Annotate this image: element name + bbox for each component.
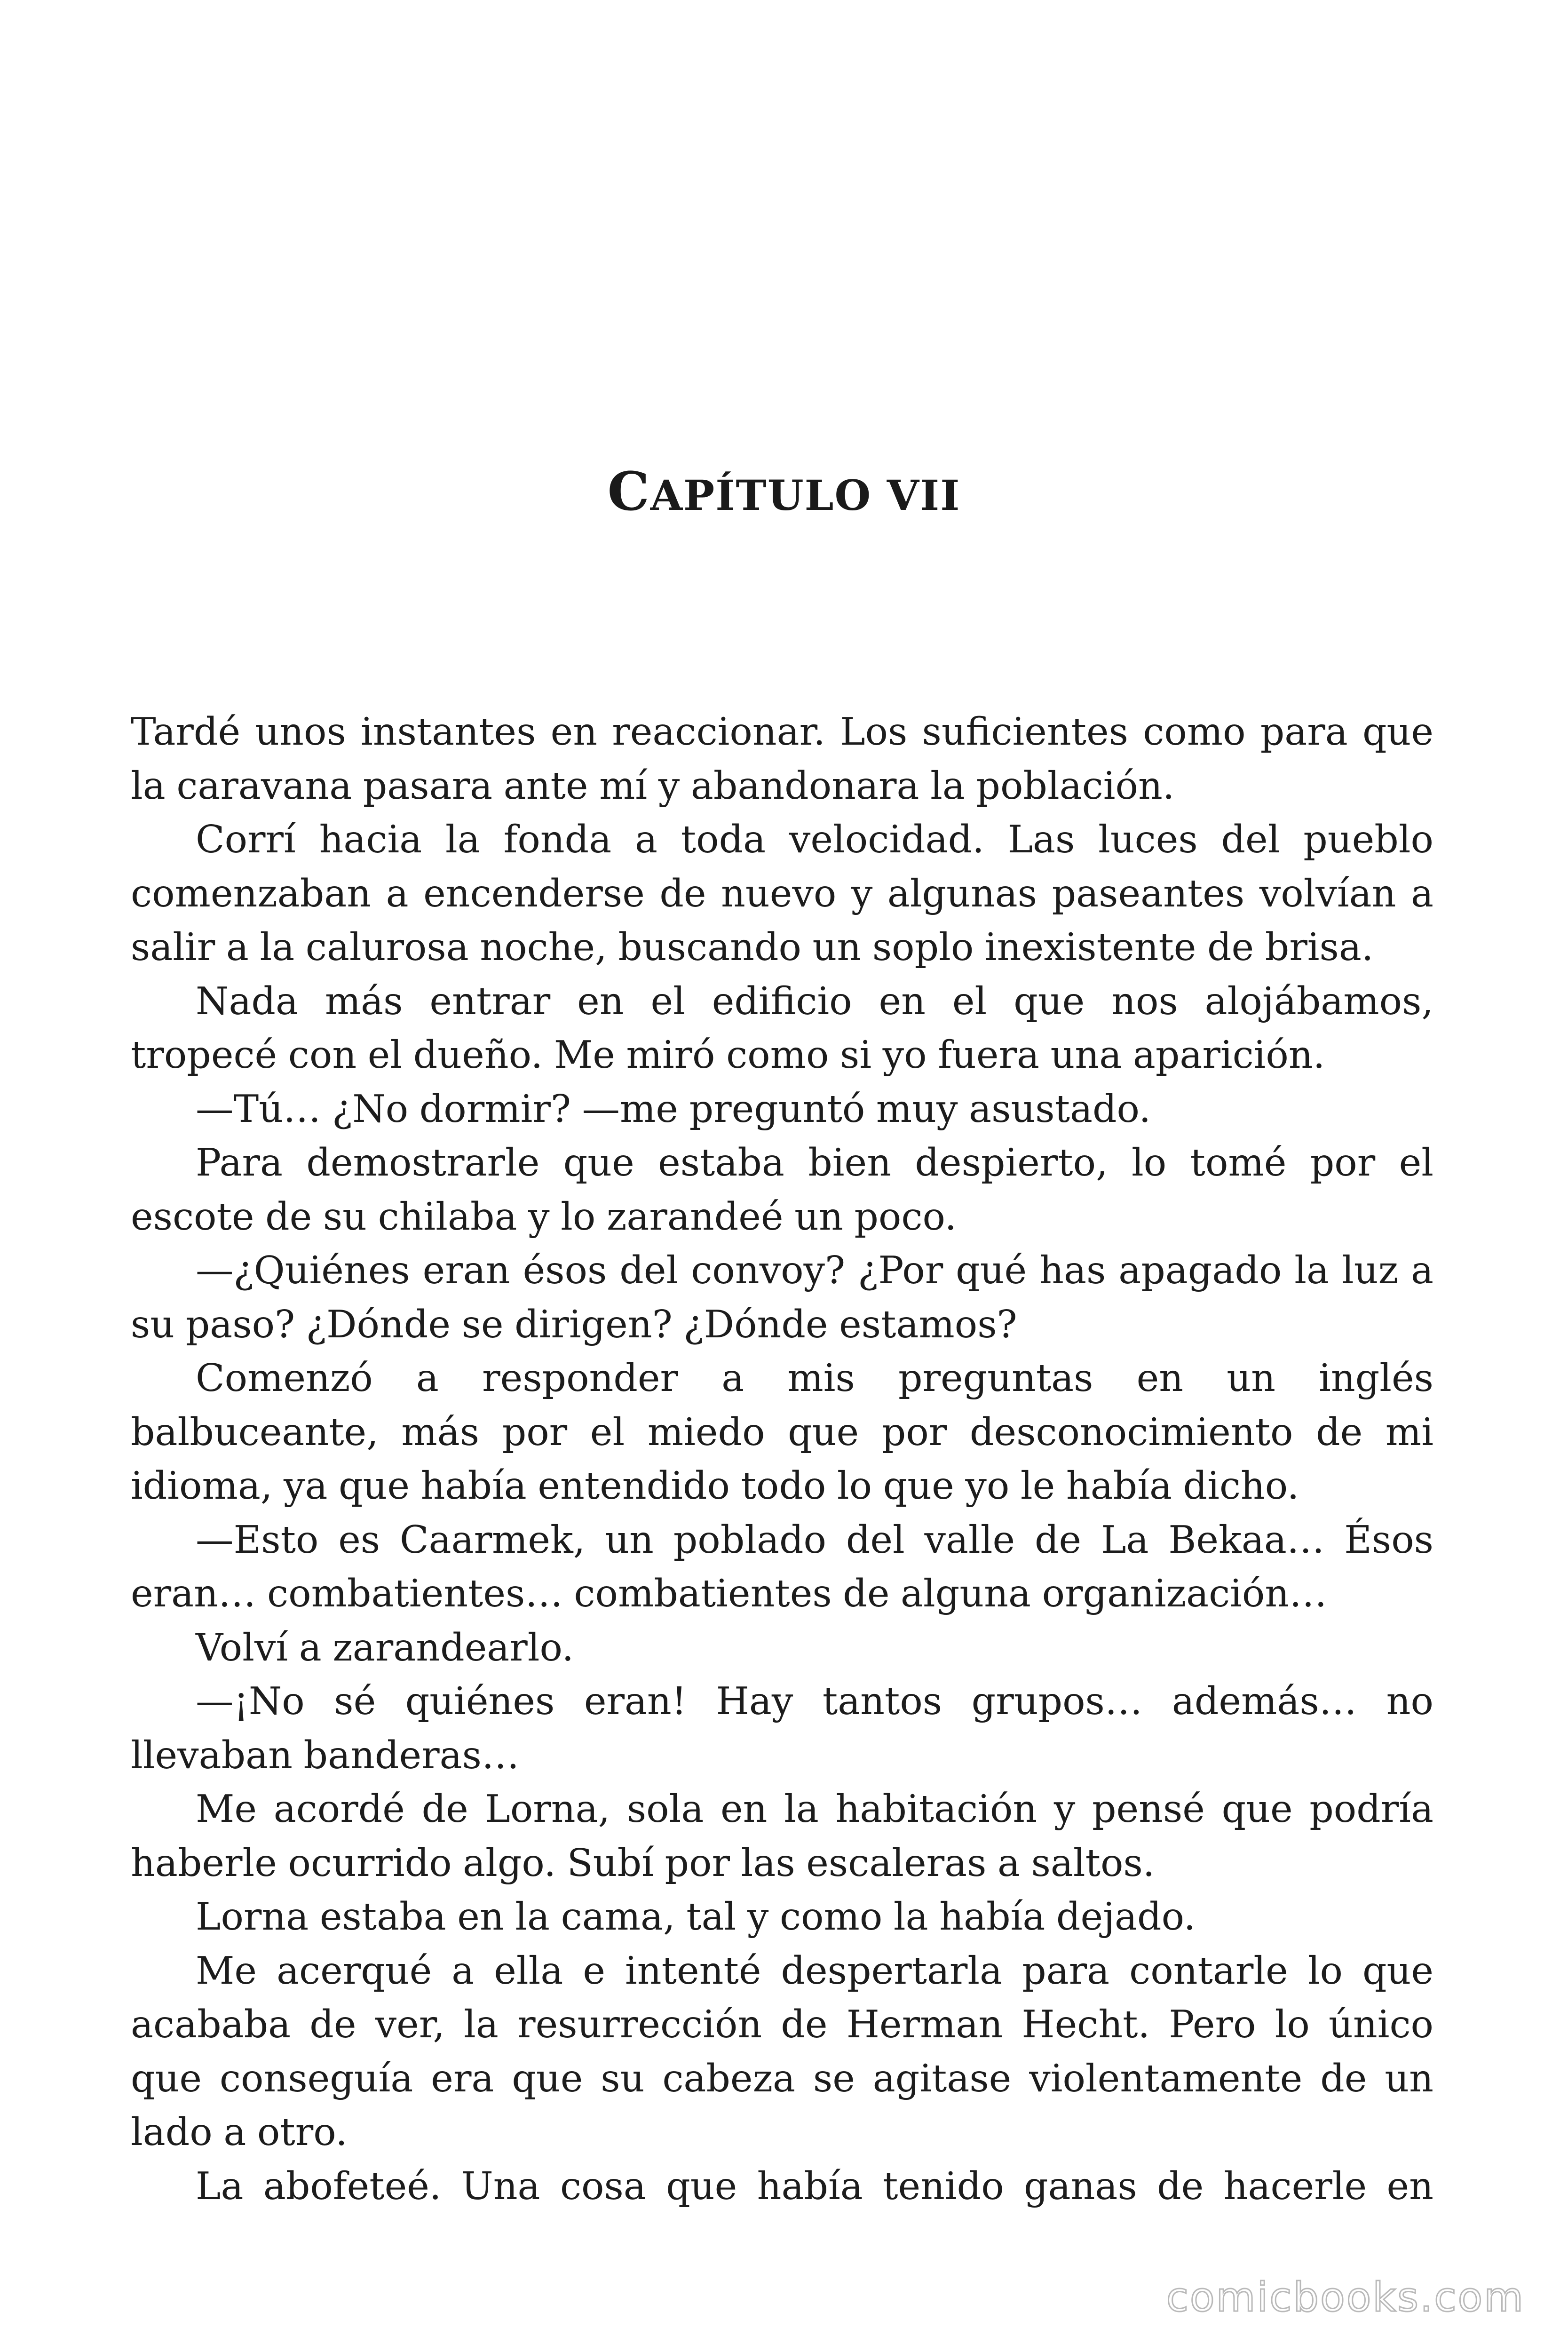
paragraph: —Tú… ¿No dormir? —me preguntó muy asustado. xyxy=(196,1086,1151,1131)
watermark: comicbooks.com xyxy=(1166,2274,1525,2321)
body-text xyxy=(131,705,1433,2213)
paragraph-continued: La abofeteé. Una cosa que había tenido ganas de hacerle en xyxy=(196,2163,1433,2208)
chapter-title-rest: APÍTULO VII xyxy=(650,471,961,520)
paragraph: Me acerqué a ella e intenté despertarla para contarle lo que acababa de ver, la resurrección de Herman Hecht. Pero lo único que conseguía era que su cabeza se agitase violentamente de un lado a otro. xyxy=(131,1948,1433,2154)
paragraph: —Esto es Caarmek, un poblado del valle de La Bekaa… Ésos eran… combatientes… combatientes de alguna organización… xyxy=(131,1517,1433,1615)
chapter-title xyxy=(0,461,1568,523)
paragraph: Volví a zarandearlo. xyxy=(196,1625,574,1669)
paragraph: Tardé unos instantes en reaccionar. Los suficientes como para que la caravana pasara ante mí y abandonara la población. xyxy=(131,709,1433,808)
paragraph: Para demostrarle que estaba bien despierto, lo tomé por el escote de su chilaba y lo zarandeé un poco. xyxy=(131,1140,1433,1239)
paragraph: Comenzó a responder a mis preguntas en un inglés balbuceante, más por el miedo que por desconocimiento de mi idioma, ya que había entendido todo lo que yo le había dicho. xyxy=(131,1356,1433,1508)
paragraph: —¿Quiénes eran ésos del convoy? ¿Por qué has apagado la luz a su paso? ¿Dónde se dirigen? ¿Dónde estamos? xyxy=(131,1248,1433,1346)
paragraph: Me acordé de Lorna, sola en la habitación y pensé que podría haberle ocurrido algo. Subí por las escaleras a saltos. xyxy=(131,1787,1433,1885)
paragraph: —¡No sé quiénes eran! Hay tantos grupos… además… no llevaban banderas… xyxy=(131,1679,1433,1777)
paragraph: Nada más entrar en el edificio en el que nos alojábamos, tropecé con el dueño. Me miró como si yo fuera una aparición. xyxy=(131,978,1433,1077)
paragraph: Lorna estaba en la cama, tal y como la había dejado. xyxy=(196,1894,1196,1939)
paragraph: Corrí hacia la fonda a toda velocidad. Las luces del pueblo comenzaban a encenderse de nuevo y algunas paseantes volvían a salir a la calurosa noche, buscando un soplo inexistente de brisa. xyxy=(131,817,1433,969)
chapter-title-initial: C xyxy=(607,461,650,523)
